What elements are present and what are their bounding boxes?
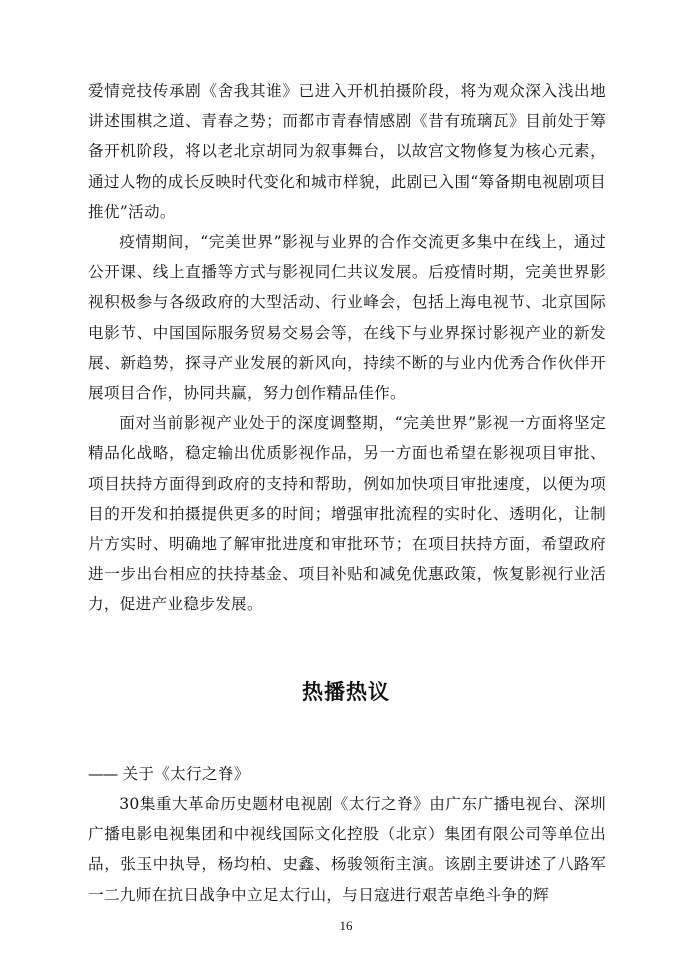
page-number: 16 — [339, 918, 353, 933]
paragraph-taihang: 30集重大革命历史题材电视剧《太行之脊》由广东广播电视台、深圳广播电影电视集团和中视线国际文化控股（北京）集团有限公司等单位出品，张玉中执导，杨均柏、史鑫、杨骏领衔主演。该剧主要讲述了八路军一二九师在抗日战争中立足太行山，与日寇进行艰苦卓绝斗争的辉 — [88, 795, 606, 904]
sub-heading-text: 关于《太行之脊》 — [122, 765, 250, 783]
section-title: 热播热议 — [302, 680, 390, 704]
body-text-top — [88, 76, 606, 620]
paragraph-industry-adjustment: 面对当前影视产业处于的深度调整期，“完美世界”影视一方面将坚定精品化战略，稳定输出优质影视作品，另一方面也希望在影视项目审批、项目扶持方面得到政府的支持和帮助，例如加快项目审批速度，以便为项目的开发和拍摄提供更多的时间；增强审批流程的实时化、透明化，让制片方实时、明确地了解审批进度和审批环节；在项目扶持方面，希望政府进一步出台相应的扶持基金、项目补贴和减免优惠政策，恢复影视行业活力，促进产业稳步发展。 — [88, 414, 606, 614]
paragraph-continuation: 爱情竞技传承剧《舍我其谁》已进入开机拍摄阶段，将为观众深入浅出地讲述围棋之道、青春之势；而都市青春情感剧《昔有琉璃瓦》目前处于筹备开机阶段，将以老北京胡同为叙事舞台，以故宫文物修复为核心元素，通过人物的成长反映时代变化和城市样貌，此剧已入围“筹备期电视剧项目推优”活动。 — [88, 82, 606, 221]
paragraph-pandemic: 疫情期间，“完美世界”影视与业界的合作交流更多集中在线上，通过公开课、线上直播等方式与影视同仁共议发展。后疫情时期，完美世界影视积极参与各级政府的大型活动、行业峰会，包括上海电视节、北京国际电影节、中国国际服务贸易交易会等，在线下与业界探讨影视产业的新发展、新趋势，探寻产业发展的新风向，持续不断的与业内优秀合作伙伴开展项目合作，协同共赢，努力创作精品佳作。 — [88, 233, 606, 403]
body-text-bottom — [88, 789, 606, 910]
sub-heading-dash: —— — [88, 765, 118, 783]
sub-heading — [88, 759, 250, 789]
